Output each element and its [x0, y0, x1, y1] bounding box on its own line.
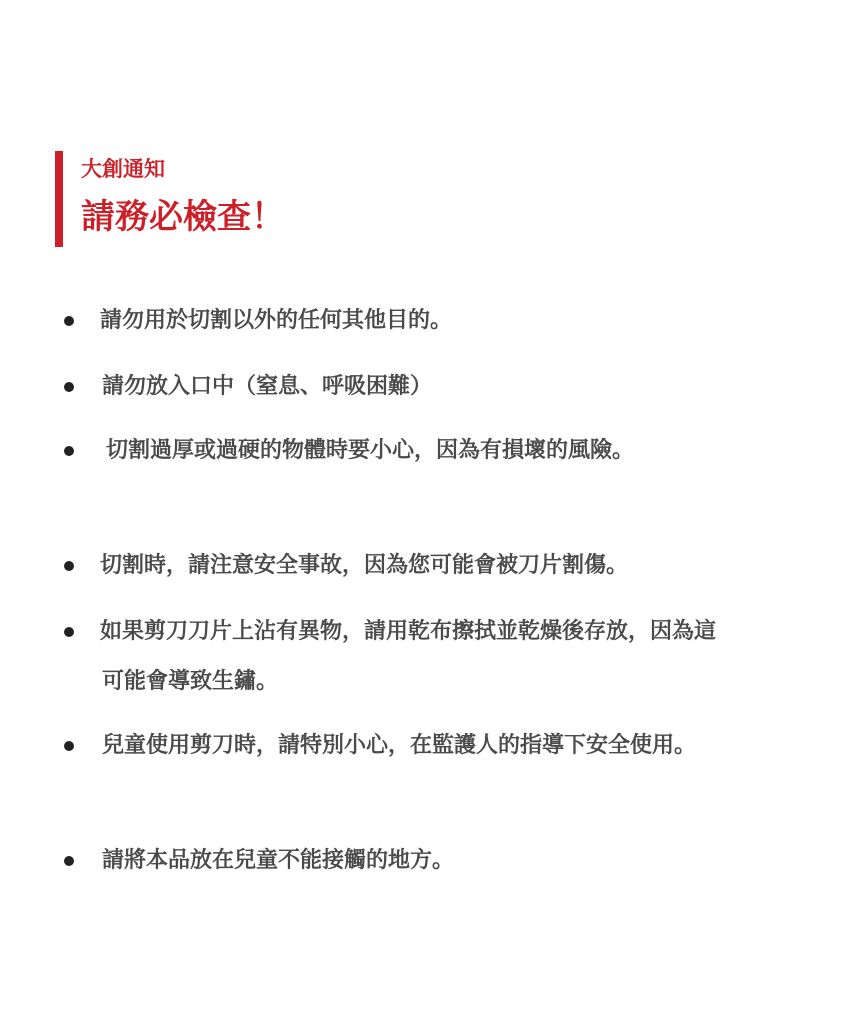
- notice-headline: 請務必檢查！: [81, 197, 285, 237]
- list-item-text: 切割過厚或過硬的物體時要小心，因為有損壞的風險。: [106, 438, 635, 463]
- notice-kicker: 大創通知: [81, 157, 165, 181]
- bullet-icon: [64, 627, 74, 637]
- bullet-icon: [64, 741, 74, 751]
- list-item-text: 請勿放入口中（窒息、呼吸困難）: [102, 374, 433, 399]
- notice-header: [55, 151, 285, 247]
- list-item-text: 請將本品放在兒童不能接觸的地方。: [102, 848, 455, 873]
- bullet-icon: [64, 856, 74, 866]
- list-item-text: 請勿用於切割以外的任何其他目的。: [100, 308, 453, 333]
- list-item-text: 可能會導致生鏽。: [102, 669, 279, 694]
- bullet-icon: [64, 316, 74, 326]
- list-item-text: 如果剪刀刀片上沾有異物，請用乾布擦拭並乾燥後存放，因為這: [100, 619, 717, 644]
- list-item-text: 切割時，請注意安全事故，因為您可能會被刀片割傷。: [100, 553, 629, 578]
- bullet-icon: [64, 561, 74, 571]
- bullet-icon: [64, 382, 74, 392]
- bullet-icon: [64, 446, 74, 456]
- list-item-text: 兒童使用剪刀時，請特別小心，在監護人的指導下安全使用。: [102, 733, 697, 758]
